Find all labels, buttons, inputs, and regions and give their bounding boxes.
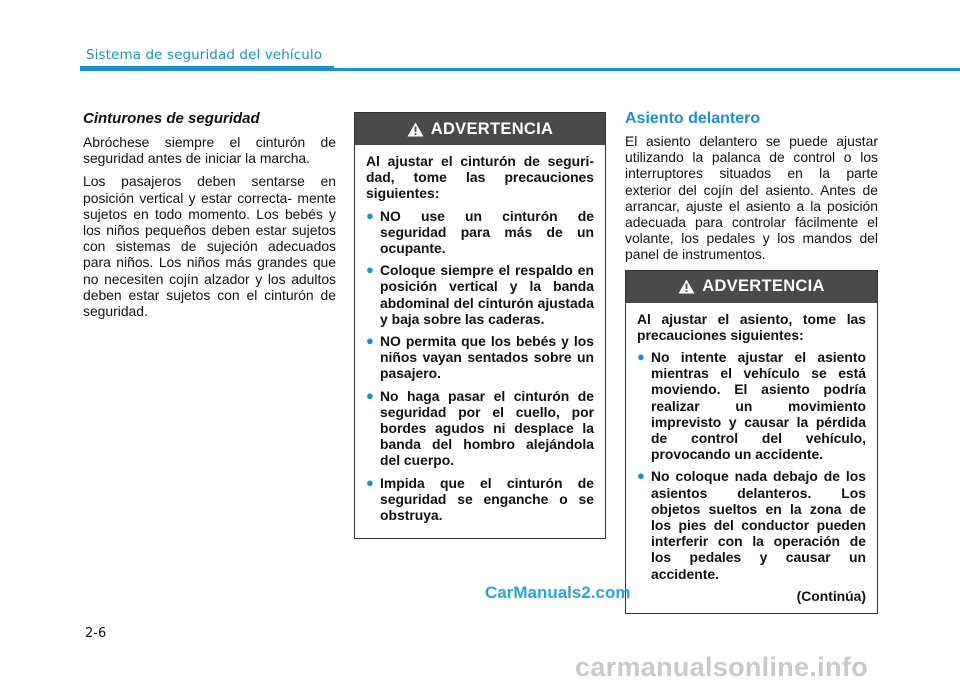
bullet-icon: ●: [366, 333, 374, 349]
list-item: [637, 349, 866, 462]
list-item-text: Coloque siempre el respaldo en posición vertical y la banda abdominal del cinturón ajustada y baja sobre las caderas.: [380, 262, 594, 327]
list-item-text: NO permita que los bebés y los niños vayan sentados sobre un pasajero.: [380, 333, 594, 382]
seatbelt-paragraph-1: Abróchese siempre el cinturón de seguridad antes de iniciar la marcha.: [83, 134, 336, 167]
front-seat-heading: Asiento delantero: [625, 110, 761, 127]
bullet-icon: ●: [366, 207, 374, 223]
page-number: 2-6: [85, 626, 107, 641]
list-item: [366, 475, 594, 524]
list-item: [366, 333, 594, 382]
bullet-icon: ●: [366, 474, 374, 490]
header-rule: [80, 68, 960, 71]
list-item-text: Impida que el cinturón de seguridad se enganche o se obstruya.: [380, 474, 594, 524]
right-column: [625, 110, 878, 614]
seatbelt-paragraph-2: Los pasajeros deben sentarse en posición vertical y estar correcta- mente sujetos en todo momento. Los bebés y los niños pequeños deben estar sujetos con sistemas de sujeción adecuados para niños. Los niños más grandes que no necesiten cojín alzador y los adultos deben estar sujetos con el cinturón de seguridad.: [83, 173, 336, 320]
warning-list: [366, 208, 594, 524]
left-column: [83, 110, 336, 326]
warning-header: [355, 113, 605, 145]
list-item: [366, 388, 594, 469]
list-item-text: No coloque nada debajo de los asientos delanteros. Los objetos sueltos en la zona de los pies del conductor pueden interferir con la operación de los pedales y causar un accidente.: [651, 468, 866, 582]
list-item: [366, 208, 594, 257]
seat-warning-box: [625, 270, 878, 614]
continued-label: (Continúa): [796, 587, 866, 604]
list-item: [637, 468, 866, 581]
list-item: [366, 262, 594, 327]
warning-intro: Al ajustar el cinturón de seguri- dad, tome las precauciones siguientes:: [366, 153, 594, 202]
bullet-icon: ●: [637, 468, 645, 484]
seatbelt-warning-box: [354, 112, 606, 539]
front-seat-paragraph: El asiento delantero se puede ajustar utilizando la palanca de control o los interruptores situados en la parte exterior del cojín del asiento. Antes de arrancar, ajuste el asiento a la posición adecuada para controlar fácilmente el volante, los pedales y los mandos del panel de instrumentos.: [625, 133, 878, 263]
section-title: Sistema de seguridad del vehículo: [86, 47, 323, 63]
warning-header: [626, 271, 877, 303]
warning-body: [355, 145, 605, 538]
warning-title: ADVERTENCIA: [702, 277, 825, 296]
bullet-icon: ●: [366, 387, 374, 403]
list-item-text: No intente ajustar el asiento mientras el vehículo se está moviendo. El asiento podría realizar un movimiento imprevisto y causar la pérdida de control del vehículo, provocando un accidente.: [651, 349, 866, 463]
warning-list: [637, 349, 866, 582]
carmanualsonline-watermark[interactable]: carmanualsonline.info: [575, 652, 868, 682]
list-item-text: No haga pasar el cinturón de seguridad por el cuello, por bordes agudos ni desplace la banda del hombro alejándola del cuerpo.: [380, 387, 594, 469]
warning-triangle-icon: [407, 122, 424, 137]
seatbelt-subheading: Cinturones de seguridad: [83, 110, 260, 127]
warning-title: ADVERTENCIA: [430, 119, 554, 138]
warning-body: [626, 303, 877, 613]
warning-intro: Al ajustar el asiento, tome las precauciones siguientes:: [637, 310, 866, 343]
carmanuals-watermark[interactable]: CarManuals2.com: [485, 583, 631, 602]
middle-column: [354, 112, 606, 539]
bullet-icon: ●: [637, 349, 645, 365]
bullet-icon: ●: [366, 262, 374, 278]
list-item-text: NO use un cinturón de seguridad para más de un ocupante.: [380, 207, 594, 257]
warning-triangle-icon: [678, 279, 695, 294]
